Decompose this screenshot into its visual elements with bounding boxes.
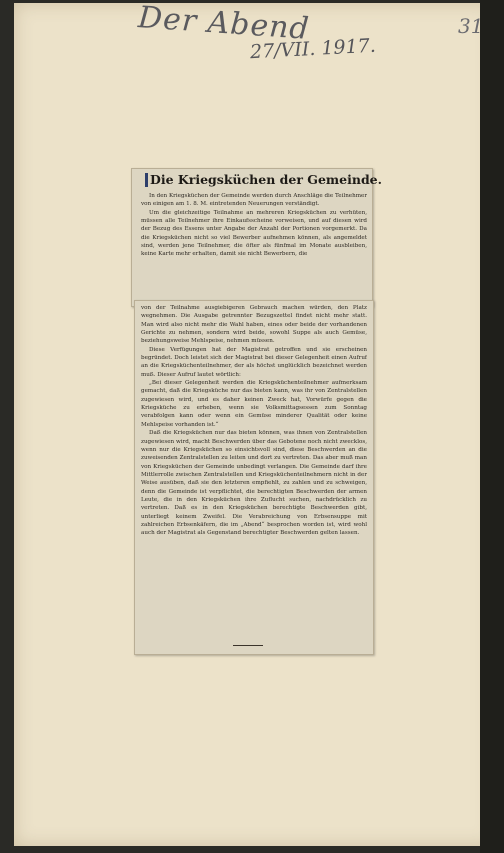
article-end-rule <box>233 645 263 646</box>
article-paragraph: Um die gleichzeitige Teilnahme an mehreren Kriegsküchen zu verhüten, müssen alle Teilnehmer ihre Einkaufsscheine vorweisen, und auf diesen wird der Bezug des Essens unter Angabe der Anzahl der Portionen vorgemerkt. Da die Kriegsküchen nicht so viel Bewerber aufnehmen können, als angemeldet sind, werden jene Teilnehmer, die öfter als fünfmal im Monate ausbleiben, keine Karte mehr erhalten, damit sie nicht Bewerbern, die <box>141 209 367 258</box>
scan-background-edge <box>480 0 504 853</box>
article-paragraph: Daß die Kriegsküchen nur das bieten können, was ihnen von Zentralstellen zugewiesen wird, macht Beschwerden über das Gebotene noch nicht zwecklos, wenn nur die Kriegsküchen so einsichtsvoll sind, diese Beschwerden an die zuweisenden Zentralstellen zu leiten und dort zu vertreten. Das aber muß man von Kriegsküchen der Gemeinde unbedingt verlangen. Die Gemeinde darf ihre Mittlerrolle zwischen Zentralstellen und Kriegsküchenteilnehmern nicht in der Weise ausüben, daß sie den letzteren empfiehlt, zu zahlen und zu schweigen, denn die Gemeinde ist verpflichtet, die berechtigten Beschwerden der armen Leute, die in den Kriegsküchen ihre Zuflucht suchen, nachdrücklich zu vertreten. Daß es in den Kriegsküchen berechtigte Beschwerden gibt, unterliegt keinem Zweifel. Die Verabreichung von Erbsensuppe mit zahlreichen Erbsenkäfern, die im „Abend“ besprochen worden ist, wird wohl auch der Magistrat als Gegenstand berechtigter Beschwerden gelten lassen. <box>141 430 367 537</box>
article-paragraph: „Bei dieser Gelegenheit werden die Kriegsküchenteilnehmer aufmerksam gemacht, daß die Kriegsküche nur das bieten kann, was ihr von Zentralstellen zugewiesen wird, und es daher keinen Zweck hat, Vorwürfe gegen die Kriegsküche zu erheben, wenn sie Volksmittagsessen zum Sonntag verabfolgen kann oder wenn ein Gemüse minderer Qualität oder keine Mehlspeise vorhanden ist.“ <box>141 380 367 428</box>
article-title: Die Kriegsküchen der Gemeinde. <box>150 172 382 187</box>
article-column-bottom <box>141 304 367 644</box>
article-paragraph: von der Teilnahme ausgiebigeren Gebrauch machen würden, den Platz wegnehmen. Die Ausgabe getrennter Bezugszettel findet nicht mehr statt. Man wird also nicht mehr die Wahl haben, eines oder beide der vorhandenen Gerichte zu nehmen, sondern wird beide, sowohl Suppe als auch Gemüse, beziehungsweise Mehlspeise, nehmen müssen. <box>141 305 367 345</box>
article-paragraph: Diese Verfügungen hat der Magistrat getroffen und sie erscheinen begründet. Doch leistet sich der Magistrat bei dieser Gelegenheit einen Aufruf an die Kriegsküchenteilnehmer, der als höchst unglücklich bezeichnet werden muß. Dieser Aufruf lautet wörtlich: <box>141 346 367 378</box>
handwritten-date: 27/VII. 1917. <box>249 34 377 64</box>
article-column-top <box>141 192 367 304</box>
handwritten-newspaper-name: Der Abend <box>136 0 311 47</box>
article-paragraph: In den Kriegsküchen der Gemeinde werden durch Anschläge die Teilnehmer von einigen am 1. 8. M. eintretenden Neuerungen verständigt. <box>141 193 367 208</box>
handwritten-page-number: 31 <box>458 14 484 38</box>
